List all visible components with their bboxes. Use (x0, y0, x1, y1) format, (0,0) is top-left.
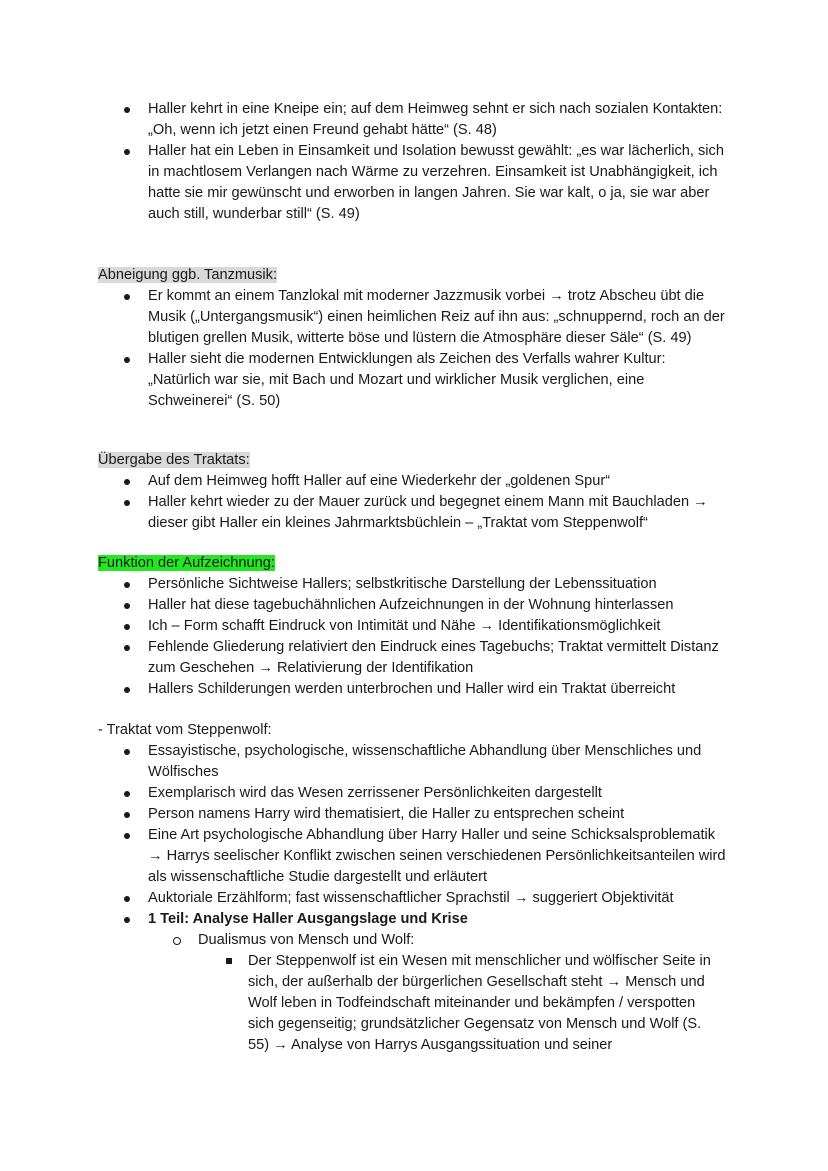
tanzmusik-section (98, 265, 748, 412)
sub-sub-list-item: Der Steppenwolf ist ein Wesen mit menschlicher und wölfischer Seite in sich, der außerhalb der bürgerlichen Gesellschaft steht → Mensch und Wolf leben in Todfeindschaft miteinander und bekämpfen / verspotten sich gegenseitig; grundsätzlicher Gegensatz von Mensch und Wolf (S. 55) → Analyse von Harrys Ausgangssituation und seiner (98, 951, 718, 1056)
list-item: Fehlende Gliederung relativiert den Eindruck eines Tagebuchs; Traktat vermittelt Distanz zum Geschehen → Relativierung der Identifikation (98, 637, 728, 679)
list-item: Exemplarisch wird das Wesen zerrissener Persönlichkeiten dargestellt (98, 783, 728, 804)
list-item: Haller sieht die modernen Entwicklungen als Zeichen des Verfalls wahrer Kultur: „Natürlich war sie, mit Bach und Mozart und wirklicher Musik verglichen, eine Schweinerei“ (S. 50) (98, 349, 728, 412)
list-item: Ich – Form schafft Eindruck von Intimität und Nähe → Identifikationsmöglichkeit (98, 616, 728, 637)
list-item: Haller kehrt in eine Kneipe ein; auf dem Heimweg sehnt er sich nach sozialen Kontakten: „Oh, wenn ich jetzt einen Freund gehabt hätte“ (S. 48) (98, 99, 728, 141)
list-item: Person namens Harry wird thematisiert, die Haller zu entsprechen scheint (98, 804, 728, 825)
list-item: Essayistische, psychologische, wissenschaftliche Abhandlung über Menschliches und Wölfisches (98, 741, 728, 783)
traktat-section (98, 720, 748, 1056)
list-item: Haller kehrt wieder zu der Mauer zurück und begegnet einem Mann mit Bauchladen → dieser gibt Haller ein kleines Jahrmarktsbüchlein – „Traktat vom Steppenwolf“ (98, 492, 728, 534)
list-item: Er kommt an einem Tanzlokal mit moderner Jazzmusik vorbei → trotz Abscheu übt die Musik („Untergangsmusik“) einen heimlichen Reiz auf ihn aus: „schnuppernd, roch an der blutigen grellen Musik, witterte böse und lüstern die Atmosphäre dieser Säle“ (S. 49) (98, 286, 728, 349)
list-item: Hallers Schilderungen werden unterbrochen und Haller wird ein Traktat überreicht (98, 679, 728, 700)
list-item: Auf dem Heimweg hofft Haller auf eine Wiederkehr der „goldenen Spur“ (98, 471, 728, 492)
list-item-part1: 1 Teil: Analyse Haller Ausgangslage und Krise (98, 909, 748, 930)
intro-section (98, 99, 748, 225)
funktion-section (98, 553, 748, 700)
section-heading: Übergabe des Traktats: (98, 452, 250, 468)
uebergabe-section (98, 450, 748, 534)
list-item: Persönliche Sichtweise Hallers; selbstkritische Darstellung der Lebenssituation (98, 574, 728, 595)
list-item: Eine Art psychologische Abhandlung über Harry Haller und seine Schicksalsproblematik → Harrys seelischer Konflikt zwischen seinen verschiedenen Persönlichkeitsanteilen wird als wissenschaftliche Studie dargestellt und erläutert (98, 825, 728, 888)
section-heading: Abneigung ggb. Tanzmusik: (98, 267, 278, 283)
list-item: Haller hat ein Leben in Einsamkeit und Isolation bewusst gewählt: „es war lächerlich, sich in machtlosem Verlangen nach Wärme zu verzehren. Einsamkeit ist Unabhängigkeit, ich hatte sie mir gewünscht und erworben in langen Jahren. Sie war kalt, o ja, sie war aber auch still, wunderbar still“ (S. 49) (98, 141, 728, 225)
sub-list-item: Dualismus von Mensch und Wolf: (98, 930, 748, 951)
list-item: Haller hat diese tagebuchähnlichen Aufzeichnungen in der Wohnung hinterlassen (98, 595, 728, 616)
list-item: Auktoriale Erzählform; fast wissenschaftlicher Sprachstil → suggeriert Objektivität (98, 888, 728, 909)
section-heading: Funktion der Aufzeichnung: (98, 555, 275, 571)
section-heading: - Traktat vom Steppenwolf: (98, 722, 272, 738)
